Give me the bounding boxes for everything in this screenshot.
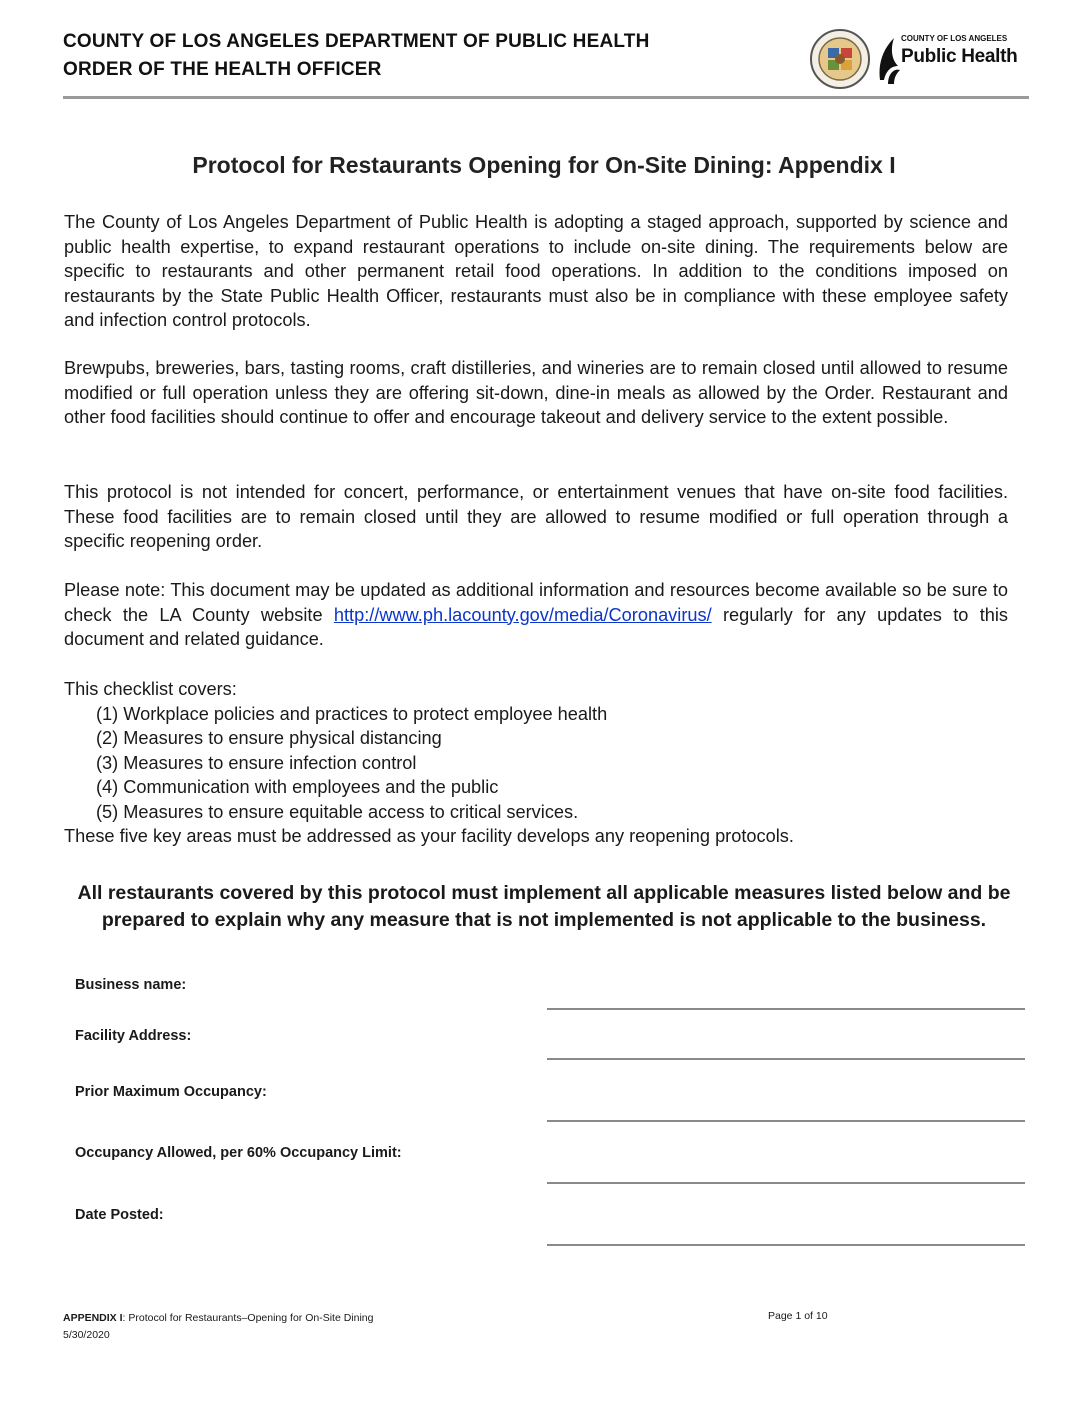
paragraph-brewpubs: Brewpubs, breweries, bars, tasting rooms, craft distilleries, and wineries are to remain closed until allowed to resume modified or full operation unless they are offering sit-down, dine-in meals as allowed by the Order. Restaurant and other food facilities should continue to offer and encourage takeout and delivery service to the extent possible. (64, 358, 1008, 427)
facility-address-label: Facility Address: (75, 1028, 192, 1044)
logo-public-health-text: Public Health (901, 46, 1018, 67)
checklist-item: (1) Workplace policies and practices to protect employee health (96, 703, 608, 724)
occupancy-allowed-label: Occupancy Allowed, per 60% Occupancy Limit: (75, 1145, 402, 1161)
paragraph-venues: This protocol is not intended for concert, performance, or entertainment venues that have on-site food facilities. These food facilities are to remain closed until they are allowed to resume modified or full operation through a specific reopening order. (64, 482, 1008, 551)
occupancy-allowed-field[interactable] (547, 1182, 1025, 1184)
footer-date: 5/30/2020 (63, 1329, 110, 1341)
implementation-notice: All restaurants covered by this protocol must implement all applicable measures listed below and be prepared to explain why any measure that is not implemented is not applicable to the business. (77, 882, 1011, 931)
date-posted-field[interactable] (547, 1244, 1025, 1246)
checklist-item: (2) Measures to ensure physical distancing (96, 728, 442, 748)
business-name-label: Business name: (75, 977, 187, 993)
paragraph-staged-approach: The County of Los Angeles Department of Public Health is adopting a staged approach, supported by science and public health expertise, to expand restaurant operations to include on-site dining. The requirements below are specific to restaurants and other permanent retail food operations. In addition to the conditions imposed on restaurants by the State Public Health Officer, restaurants must also be in compliance with these employee safety and infection control protocols. (64, 212, 1008, 330)
footer-appendix (63, 1310, 373, 1327)
checklist-item: (4) Communication with employees and the public (96, 777, 499, 797)
paragraph-please-note (64, 578, 1008, 652)
header-order: ORDER OF THE HEALTH OFFICER (63, 59, 382, 80)
checklist (64, 677, 1008, 849)
footer-document-info (63, 1310, 373, 1344)
header-department: COUNTY OF LOS ANGELES DEPARTMENT OF PUBLIC HEALTH (63, 31, 650, 52)
checklist-item: (5) Measures to ensure equitable access to critical services. (96, 801, 579, 822)
business-name-field[interactable] (547, 1008, 1025, 1010)
checklist-outro: These five key areas must be addressed as your facility develops any reopening protocols. (64, 826, 794, 846)
page-title: Protocol for Restaurants Opening for On-Site Dining: Appendix I (192, 152, 896, 178)
footer-appendix-text: : Protocol for Restaurants–Opening for On-Site Dining (122, 1312, 374, 1324)
note-text-after: regularly for any updates to this document and related guidance. (64, 604, 1008, 649)
checklist-intro: This checklist covers: (64, 679, 237, 699)
logo-county-text: COUNTY OF LOS ANGELES (901, 34, 1008, 43)
footer-page-number: Page 1 of 10 (768, 1310, 828, 1322)
document-header (63, 28, 1029, 99)
checklist-item: (3) Measures to ensure infection control (96, 752, 417, 773)
note-text-before: Please note: This document may be updated as additional information and resources become available so be sure to check the LA County website (64, 580, 1008, 625)
date-posted-label: Date Posted: (75, 1207, 164, 1223)
prior-max-occupancy-label: Prior Maximum Occupancy: (75, 1084, 267, 1100)
county-seal-icon (809, 28, 871, 90)
prior-max-occupancy-field[interactable] (547, 1120, 1025, 1122)
facility-address-field[interactable] (547, 1058, 1025, 1060)
footer-appendix-bold: APPENDIX I (63, 1312, 123, 1324)
coronavirus-website-link[interactable]: http://www.ph.lacounty.gov/media/Coronavirus/ (333, 604, 712, 625)
